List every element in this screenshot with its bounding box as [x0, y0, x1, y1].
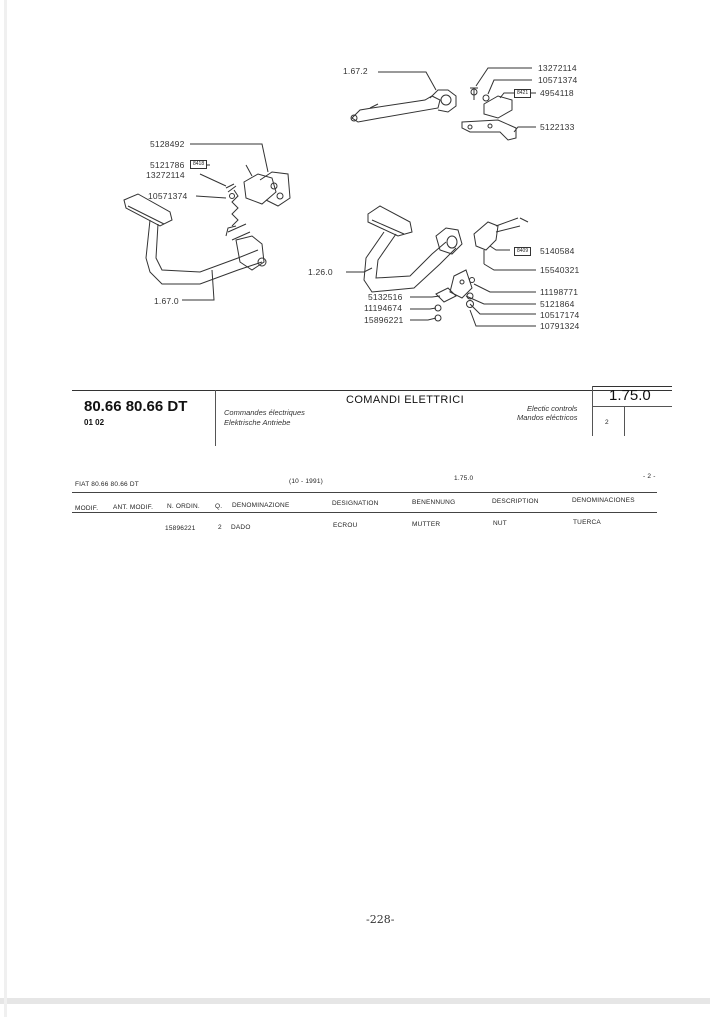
- listing-date: (10 - 1991): [289, 478, 323, 485]
- section-ref: 1.75.0: [609, 387, 651, 404]
- title-french: Commandes électriques: [224, 408, 305, 417]
- hand-lever-drawing: [351, 88, 516, 140]
- header-divider-left: [215, 390, 216, 446]
- row-denominaciones: TUERCA: [573, 519, 601, 526]
- col-ant-modif: ANT. MODIF.: [113, 504, 154, 511]
- part-15540321: 15540321: [540, 265, 580, 275]
- section-ref-sub: 2: [605, 419, 609, 426]
- row-designation: ECROU: [333, 522, 358, 529]
- col-n-ordin: N. ORDIN.: [167, 503, 200, 510]
- listing-rule-top: [72, 492, 657, 493]
- part-15896221: 15896221: [364, 315, 404, 325]
- scan-edge-left: [4, 0, 7, 1017]
- part-4954118: 4954118: [540, 88, 574, 98]
- col-modif: MODIF.: [75, 505, 99, 512]
- part-10571374-left: 10571374: [148, 191, 188, 201]
- header-divider-right: [592, 386, 593, 436]
- parts-diagram: [0, 0, 710, 400]
- listing-ref: 1.75.0: [454, 475, 474, 482]
- ref-1-26-0: 1.26.0: [308, 267, 333, 277]
- leader-13272114-top: [476, 68, 532, 86]
- box-8421: 8421: [514, 89, 531, 98]
- row-description: NUT: [493, 520, 507, 527]
- title-german: Elektrische Antriebe: [224, 418, 291, 427]
- header-top-rule: [72, 390, 672, 391]
- ref-1-67-0: 1.67.0: [154, 296, 179, 306]
- col-benennung: BENENNUNG: [412, 499, 456, 506]
- ref-1-67-2: 1.67.2: [343, 66, 368, 76]
- row-denominazione: DADO: [231, 524, 251, 531]
- col-description: DESCRIPTION: [492, 498, 539, 505]
- part-10517174: 10517174: [540, 310, 580, 320]
- part-5121786: 5121786: [150, 160, 185, 170]
- listing-rule-header: [72, 512, 657, 513]
- col-denominaciones: DENOMINACIONES: [572, 497, 635, 504]
- header-ref-rule: [592, 406, 672, 407]
- header-ref-divider: [624, 406, 625, 436]
- row-n-ordin: 15896221: [165, 525, 196, 532]
- part-5122133: 5122133: [540, 122, 575, 132]
- leader-5122133: [514, 127, 536, 132]
- part-5128492: 5128492: [150, 139, 185, 149]
- page-number: -228-: [366, 913, 395, 926]
- listing-page: - 2 -: [643, 473, 656, 480]
- part-13272114-top: 13272114: [538, 63, 577, 73]
- col-denominazione: DENOMINAZIONE: [232, 502, 290, 509]
- part-5140584: 5140584: [540, 246, 575, 256]
- part-13272114-left: 13272114: [146, 170, 185, 180]
- model-sub: 01 02: [84, 418, 105, 427]
- part-10791324: 10791324: [540, 321, 580, 331]
- part-5121864: 5121864: [540, 299, 575, 309]
- row-q: 2: [218, 524, 222, 531]
- box-8409: 8409: [514, 247, 531, 256]
- listing-model: FIAT 80.66 80.66 DT: [75, 481, 139, 488]
- section-title: COMANDI ELETTRICI: [346, 394, 465, 406]
- leader-1-67-2: [378, 72, 436, 90]
- model-title: 80.66 80.66 DT: [84, 398, 188, 415]
- col-designation: DESIGNATION: [332, 500, 379, 507]
- title-english: Electic controls: [527, 404, 578, 413]
- box-8418: 8418: [190, 160, 207, 169]
- col-q: Q.: [215, 503, 223, 510]
- part-11194674: 11194674: [364, 303, 403, 313]
- scan-edge-bottom: [0, 998, 710, 1004]
- title-spanish: Mandos eléctricos: [517, 413, 578, 422]
- part-11198771: 11198771: [540, 287, 579, 297]
- row-benennung: MUTTER: [412, 521, 441, 528]
- part-10571374-top: 10571374: [538, 75, 578, 85]
- part-5132516: 5132516: [368, 292, 403, 302]
